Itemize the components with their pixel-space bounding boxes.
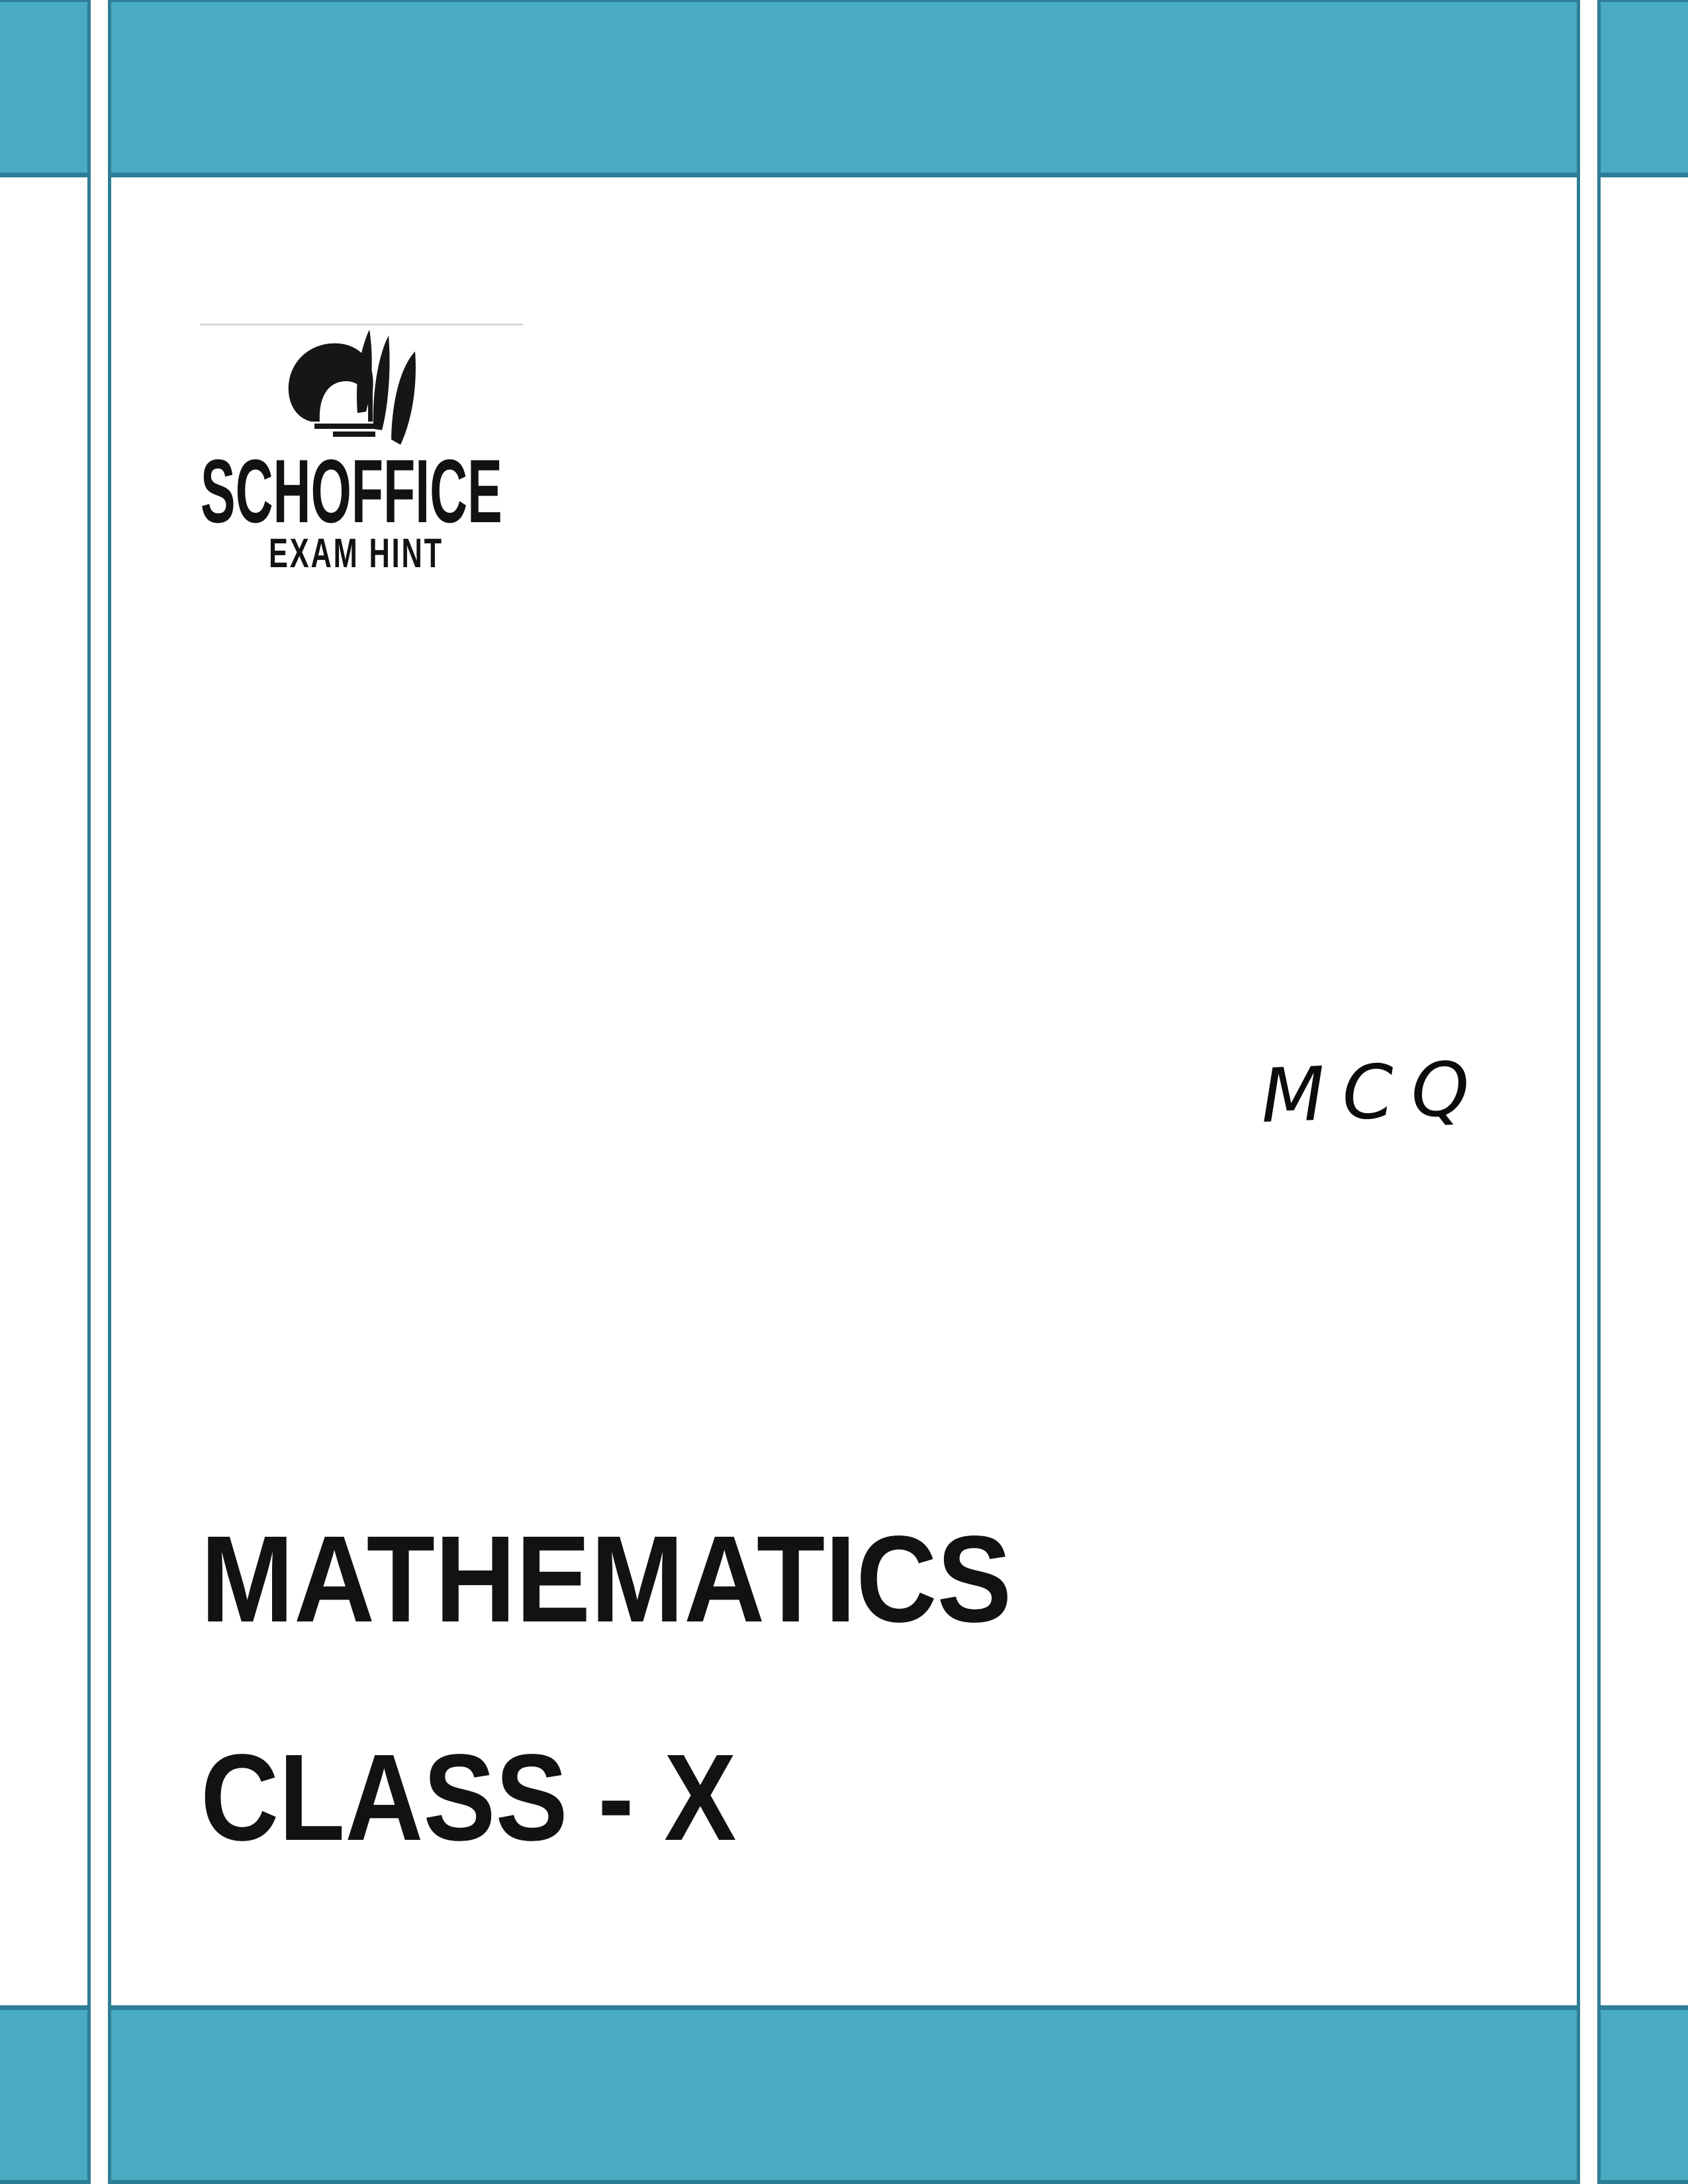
logo-top-divider-line bbox=[200, 324, 523, 326]
top-band-right-segment bbox=[1601, 0, 1688, 177]
right-outer-border-line bbox=[1597, 0, 1601, 2184]
left-inner-border-line bbox=[108, 0, 111, 2184]
logo-brand-text: SCHOFFICE bbox=[201, 441, 502, 541]
right-inner-border-line bbox=[1577, 0, 1580, 2184]
open-book-leaves-icon bbox=[285, 327, 420, 446]
bottom-band-center-segment bbox=[111, 2005, 1577, 2184]
bottom-band-left-segment bbox=[0, 2005, 87, 2184]
top-band-left-segment bbox=[0, 0, 87, 177]
bottom-band-right-segment bbox=[1601, 2005, 1688, 2184]
left-outer-border-line bbox=[87, 0, 91, 2184]
mcq-handwritten-note: MCQ bbox=[1259, 1046, 1489, 1140]
top-band-center-segment bbox=[111, 0, 1577, 177]
subject-title: MATHEMATICS bbox=[201, 1511, 1012, 1648]
class-title: CLASS - X bbox=[201, 1729, 737, 1866]
logo-tagline-text: EXAM HINT bbox=[269, 531, 444, 576]
